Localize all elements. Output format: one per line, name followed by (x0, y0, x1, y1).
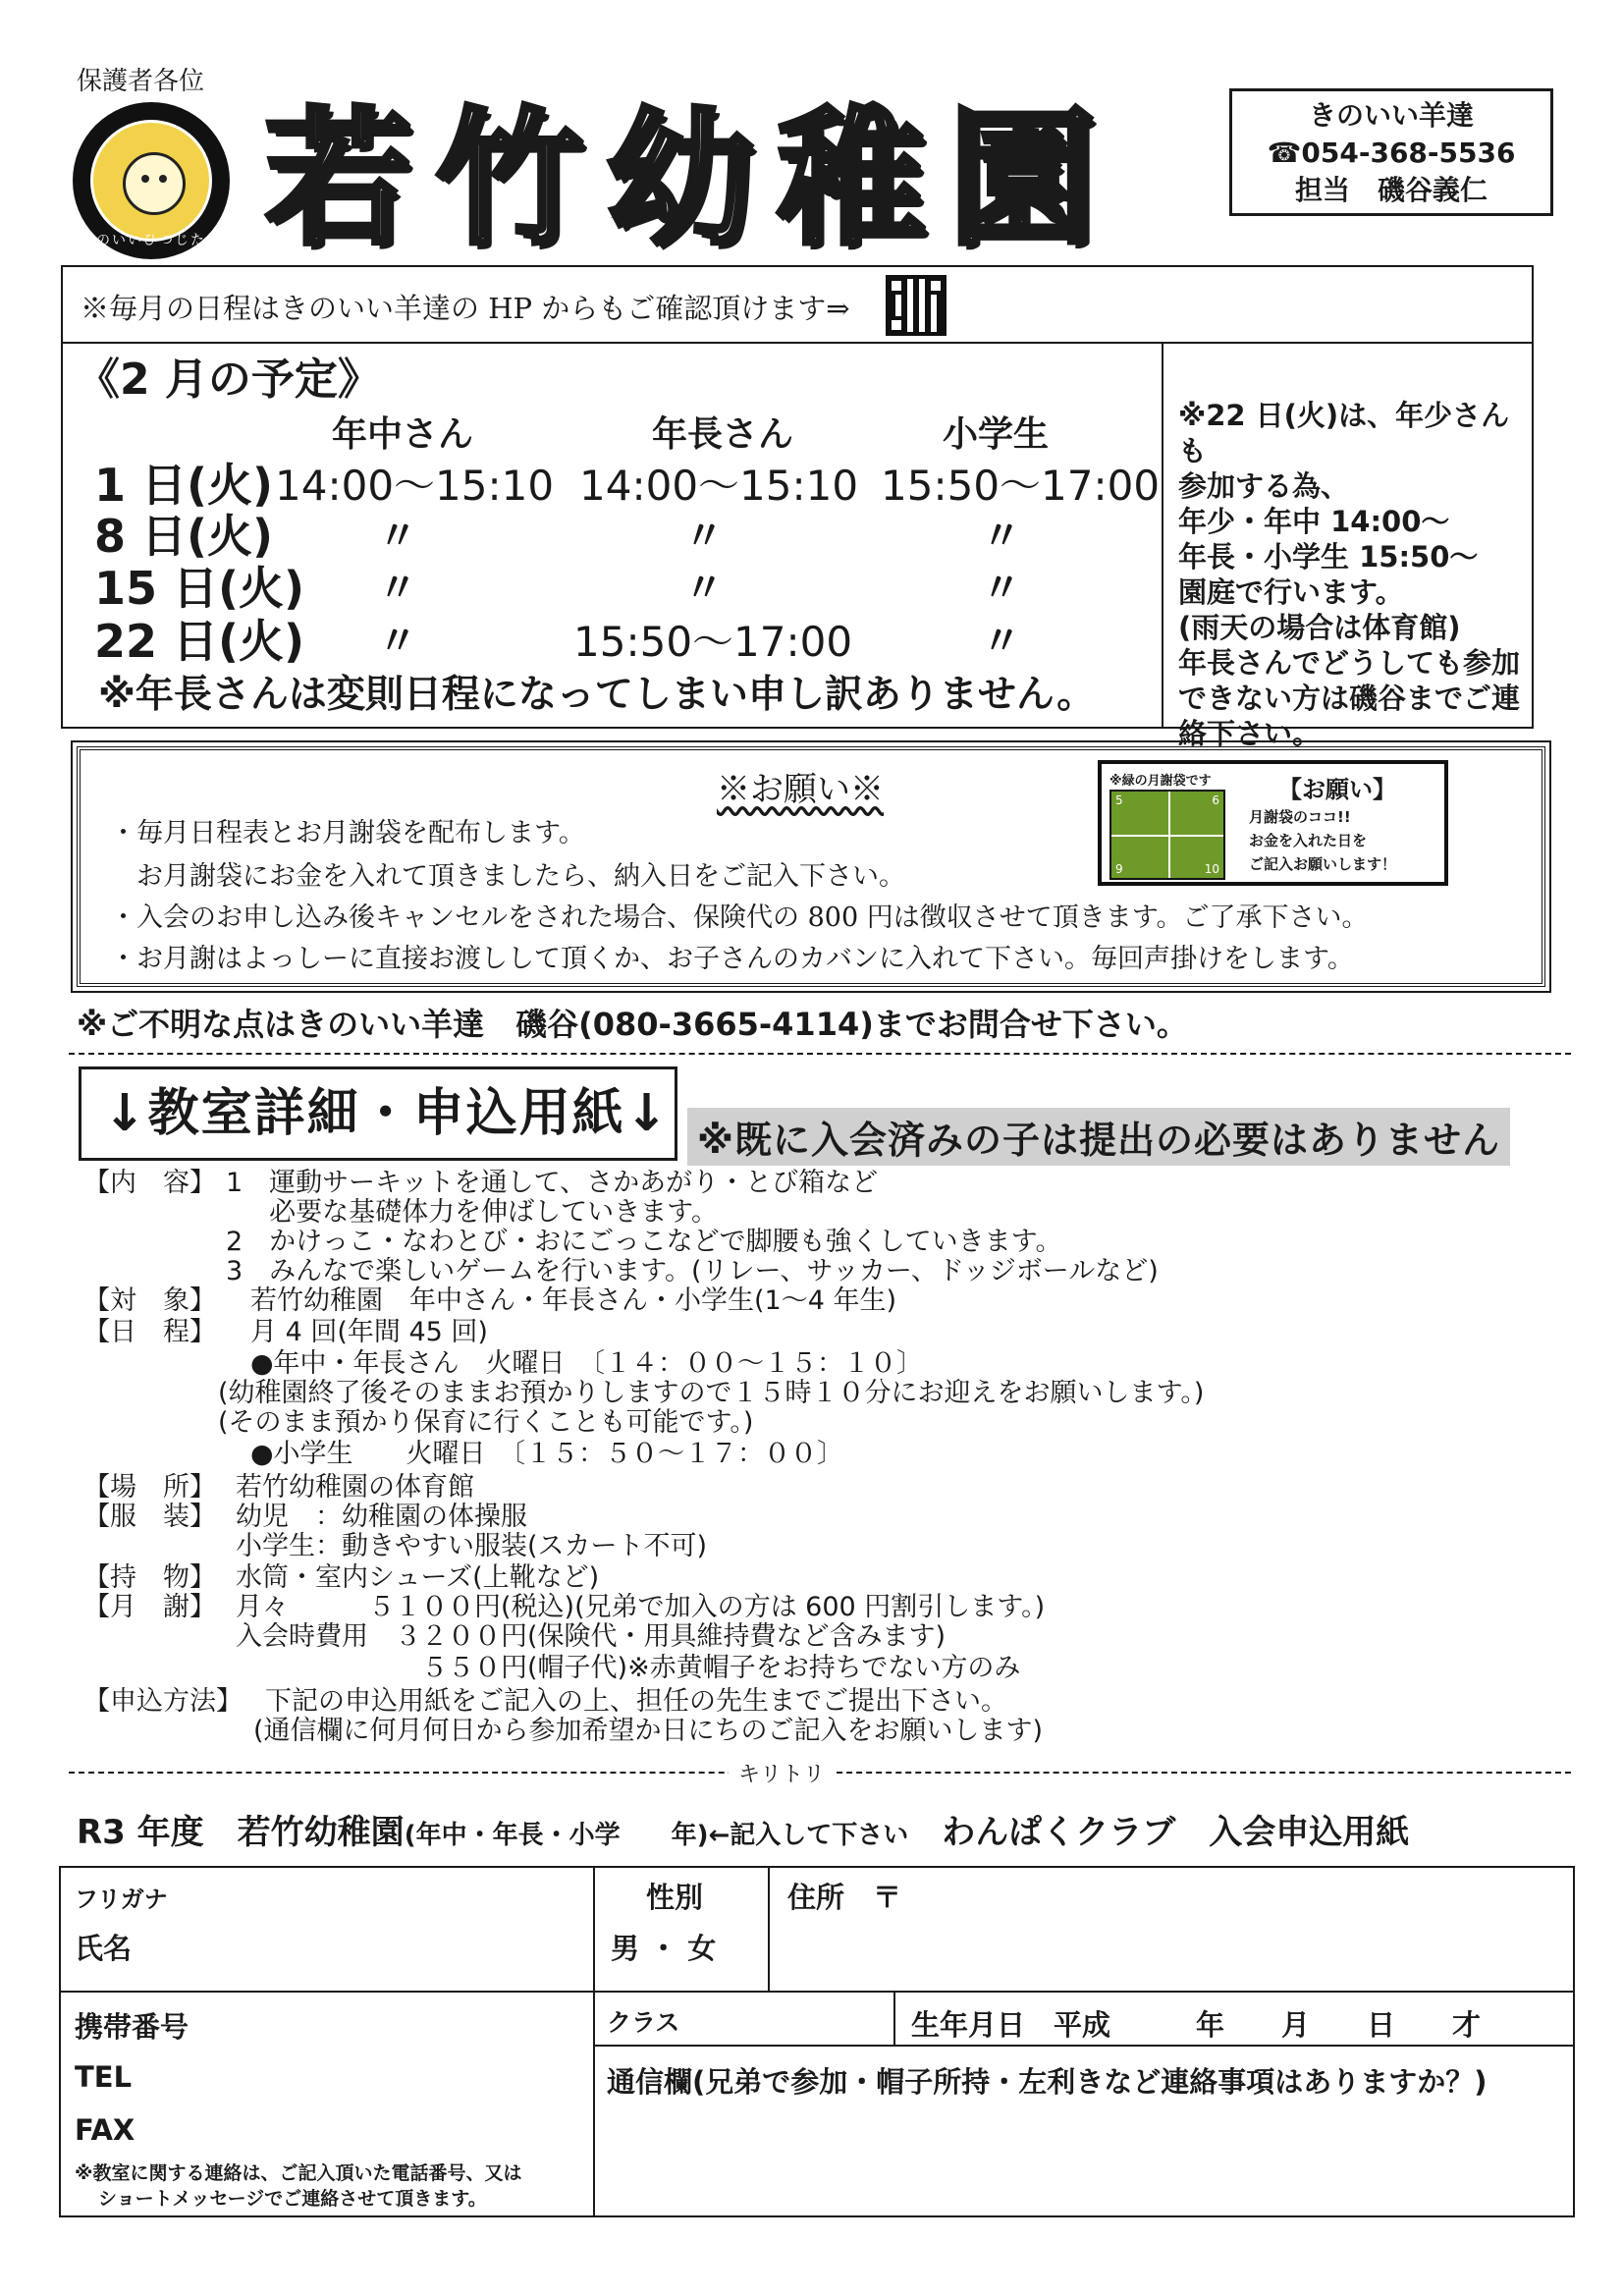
application-form (59, 1866, 1575, 2217)
contact-person: 担当 磯谷義仁 (1294, 174, 1488, 206)
detail-line: (幼稚園終了後そのままお預かりしますので１５時１０分にお迎えをお願いします。) (218, 1378, 1205, 1408)
detail-line: 下記の申込用紙をご記入の上、担任の先生までご提出下さい。 (265, 1686, 1007, 1717)
mobile-label: 携帯番号 (75, 2010, 189, 2044)
memo-field[interactable] (607, 2104, 1559, 2208)
name-field[interactable] (179, 1907, 571, 1976)
detail-line: 月 4 回(年間 45 回) (250, 1317, 488, 1347)
hp-note-row (61, 265, 1534, 344)
schedule-cell: 〃 (378, 514, 417, 559)
contact-box (1229, 88, 1553, 216)
detail-line: ５５０円(帽子代)※赤黄帽子をお持ちでない方のみ (236, 1653, 1021, 1683)
detail-line: 月々 ５１００円(税込)(兄弟で加入の方は 600 円割引します。) (236, 1592, 1046, 1622)
school-name-title: 若竹幼稚園 (265, 94, 1120, 265)
grid-cell: 5 (1115, 793, 1123, 807)
detail-line: 小学生：動きやすい服装(スカート不可) (236, 1531, 708, 1561)
schedule-cell: 〃 (982, 566, 1021, 611)
memo-label: 通信欄(兄弟で参加・帽子所持・左利きなど連絡事項はありますか？) (607, 2065, 1488, 2099)
detail-key: 【持 物】 (83, 1562, 216, 1593)
detail-line: 3 みんなで楽しいゲームを行います。(リレー、サッカー、ドッジボールなど) (226, 1256, 1159, 1286)
detail-key: 【月 謝】 (83, 1592, 216, 1622)
contact-note: ショートメッセージでご連絡させて頂きます。 (98, 2188, 487, 2210)
schedule-day: 22 日(火) (94, 615, 305, 668)
class-label: クラス (607, 2008, 680, 2037)
name-label: 氏名 (75, 1932, 133, 1965)
form-line (768, 1868, 770, 1991)
detail-line: 必要な基礎体力を伸ばしていきます。 (226, 1197, 719, 1228)
contact-note: ※教室に関する連絡は、ご記入頂いた電話番号、又は (75, 2162, 522, 2184)
grid-cell: 6 (1212, 793, 1219, 807)
envelope-body-line: 月謝袋のココ!! (1249, 808, 1351, 826)
side-note-line: 園庭で行います。 (1178, 575, 1404, 609)
envelope-illustration (1098, 760, 1448, 886)
detail-line: 幼児 ：幼稚園の体操服 (236, 1502, 527, 1532)
hp-note: ※毎月の日程はきのいい羊達の HP からもご確認頂けます⇒ (81, 292, 850, 325)
schedule-title: 《2 月の予定》 (77, 355, 381, 405)
detail-line: 水筒・室内シューズ(上靴など) (236, 1562, 600, 1593)
side-note-line: 年少・年中 14:00～ (1178, 505, 1450, 538)
detail-line: 入会時費用 ３２００円(保険代・用具維持費など含みます) (236, 1621, 947, 1652)
schedule-day: 8 日(火) (94, 510, 274, 563)
schedule-cell: 14:00～15:10 (275, 462, 555, 510)
furigana-label: フリガナ (75, 1886, 168, 1913)
address-field[interactable] (787, 1917, 1563, 1982)
tel-label: TEL (75, 2060, 133, 2094)
detail-key: 【服 装】 (83, 1502, 216, 1532)
form-heading-year: R3 年度 若竹幼稚園 (77, 1813, 405, 1852)
fax-label: FAX (75, 2113, 135, 2147)
inquiry-note: ※ご不明な点はきのいい羊達 磯谷(080-3665-4114)までお問合せ下さい。 (77, 1006, 1188, 1043)
schedule-cell: 〃 (684, 514, 724, 559)
address-label: 住所 〒 (787, 1881, 902, 1914)
detail-line: 若竹幼稚園の体育館 (236, 1472, 474, 1503)
dashed-divider (69, 1053, 1571, 1055)
detail-line: (そのまま預かり保育に行くことも可能です。) (218, 1407, 754, 1438)
schedule-note: ※年長さんは変則日程になってしまい申し訳ありません。 (98, 673, 1096, 717)
side-notes (1178, 398, 1528, 751)
form-heading-title: わんぱくクラブ 入会申込用紙 (942, 1813, 1410, 1852)
side-note-line: 年長・小学生 15:50～ (1178, 540, 1479, 574)
schedule-cell: 14:00～15:10 (579, 462, 859, 510)
detail-key: 【対 象】 (83, 1285, 216, 1316)
school-logo (73, 102, 230, 259)
schedule-cell: 〃 (982, 619, 1021, 664)
gender-options[interactable]: 男 ・ 女 (611, 1932, 717, 1965)
detail-line: 1 運動サーキットを通して、さかあがり・とび箱など (226, 1168, 879, 1198)
column-shogaku: 小学生 (943, 414, 1050, 455)
schedule-cell: 〃 (982, 514, 1021, 559)
column-nencho: 年長さん (652, 414, 794, 455)
form-heading-class: (年中・年長・小学 年)←記入して下さい (404, 1821, 909, 1850)
already-member-note: ※既に入会済みの子は提出の必要はありません (687, 1108, 1510, 1166)
request-line: ・毎月日程表とお月謝袋を配布します。 (110, 818, 585, 848)
contact-phone: ☎054-368-5536 (1267, 137, 1516, 169)
schedule-day: 15 日(火) (94, 562, 305, 615)
details-heading: ↓教室詳細・申込用紙↓ (79, 1066, 677, 1161)
detail-key: 【内 容】 (83, 1168, 216, 1198)
schedule-cell: 15:50～17:00 (881, 462, 1161, 510)
birthdate-label: 生年月日 平成 年 月 日 才 (911, 2008, 1482, 2042)
grid-cell: 10 (1204, 862, 1219, 876)
requests-title: ※お願い※ (717, 770, 884, 809)
form-heading (77, 1805, 1409, 1853)
detail-key: 【申込方法】 (83, 1686, 243, 1717)
gender-label: 性別 (646, 1881, 704, 1914)
side-note-line: 絡下さい。 (1178, 717, 1322, 750)
form-line (593, 2045, 1575, 2047)
sheep-face-icon (123, 152, 186, 215)
request-line: ・お月謝はよっしーに直接お渡しして頂くか、お子さんのカバンに入れて下さい。毎回声掛けをします。 (110, 944, 1354, 974)
contact-org: きのいい羊達 (1308, 99, 1474, 132)
detail-line: 2 かけっこ・なわとび・おにごっこなどで脚腰も強くしていきます。 (226, 1227, 1062, 1257)
cut-line-label: キリトリ (729, 1758, 835, 1788)
schedule-day: 1 日(火) (94, 459, 274, 512)
side-note-line: ※22 日(火)は、年少さんも (1178, 399, 1510, 467)
grid-cell: 9 (1115, 862, 1123, 876)
qr-code-icon[interactable] (886, 275, 947, 336)
schedule-cell: 15:50～17:00 (573, 618, 853, 666)
form-line (61, 1991, 1575, 1993)
side-note-line: 参加する為、 (1178, 469, 1350, 503)
logo-text: きのいいひつじたち (81, 233, 222, 248)
schedule-cell: 〃 (378, 619, 417, 664)
envelope-body-line: ご記入お願いします！ (1249, 855, 1397, 873)
side-note-line: できない方は磯谷までご連 (1178, 682, 1521, 715)
request-line: ・入会のお申し込み後キャンセルをされた場合、保険代の 800 円は徴収させて頂きます。ご了承下さい。 (110, 902, 1369, 933)
side-note-line: 年長さんでどうしても参加 (1178, 646, 1521, 680)
schedule-divider (1162, 342, 1163, 729)
schedule-cell: 〃 (378, 566, 417, 611)
column-nenchu: 年中さん (332, 414, 474, 455)
detail-line: ●年中・年長さん 火曜日 〔１４：００～１５：１０〕 (250, 1348, 924, 1379)
envelope-body-line: お金を入れた日を (1249, 832, 1368, 849)
side-note-line: (雨天の場合は体育館) (1178, 611, 1461, 644)
detail-line: 若竹幼稚園 年中さん・年長さん・小学生(1～4 年生) (250, 1285, 897, 1316)
detail-key: 【日 程】 (83, 1317, 216, 1347)
envelope-label: ※緑の月謝袋です (1109, 774, 1212, 789)
form-line (893, 1991, 895, 2046)
request-line: お月謝袋にお金を入れて頂きましたら、納入日をご記入下さい。 (110, 861, 905, 892)
schedule-cell: 〃 (684, 566, 724, 611)
envelope-body (1249, 805, 1396, 876)
form-line (593, 1868, 595, 2217)
detail-line: ●小学生 火曜日 〔１５：５０～１７：００〕 (250, 1439, 844, 1469)
detail-key: 【場 所】 (83, 1472, 216, 1503)
recipients: 保護者各位 (77, 67, 205, 96)
detail-line: (通信欄に何月何日から参加希望か日にちのご記入をお願いします) (253, 1716, 1044, 1746)
envelope-title: 【お願い】 (1278, 776, 1396, 803)
envelope-grid (1109, 790, 1225, 880)
